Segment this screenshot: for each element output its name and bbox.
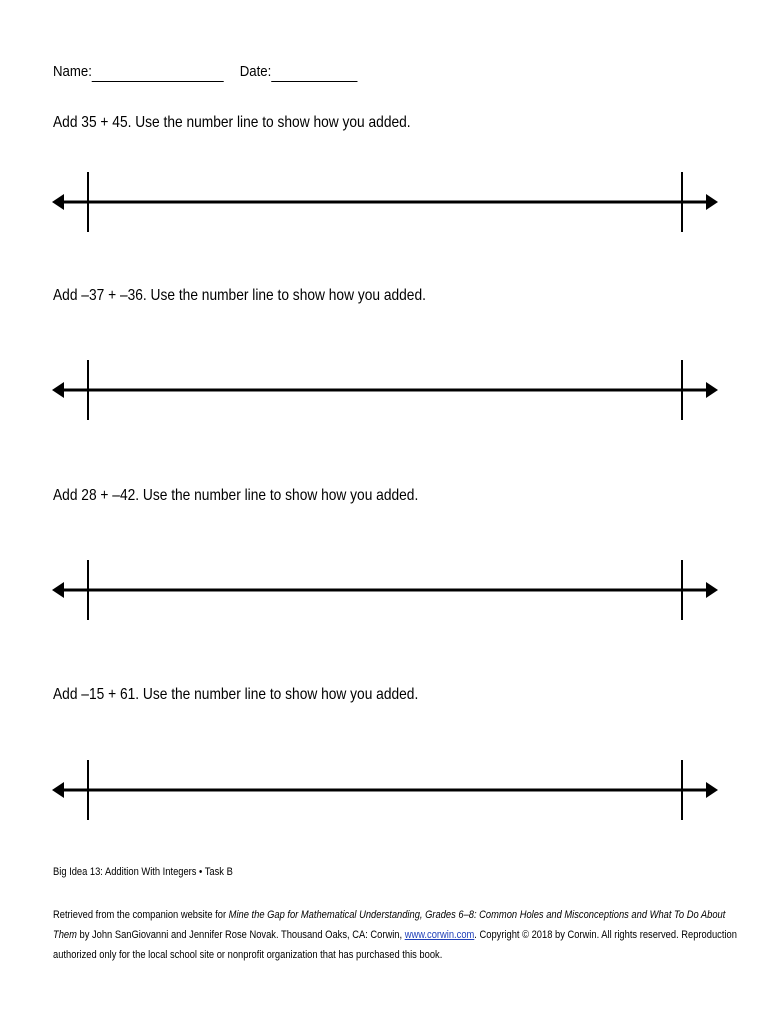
problem-4-number-line [50, 758, 722, 822]
book-title-part-1: Mine the Gap for Mathematical Understanding, Grades 6–8: Common Holes and Misconceptions and What To Do About [228, 909, 726, 921]
problem-3-prompt: Add 28 + –42. Use the number line to show how you added. [53, 487, 419, 504]
credit-line-1 [53, 905, 726, 925]
problem-2-prompt: Add –37 + –36. Use the number line to show how you added. [53, 287, 426, 304]
credit-prefix: Retrieved from the companion website for [53, 909, 229, 921]
corwin-link[interactable]: www.corwin.com [404, 929, 475, 941]
task-caption: Big Idea 13: Addition With Integers • Task B [53, 866, 233, 878]
credit-line-3: authorized only for the local school site or nonprofit organization that has purchased this book. [53, 949, 443, 961]
date-label: Date: [239, 63, 272, 80]
copyright-credit [53, 905, 737, 965]
book-title-part-2: Them [53, 929, 77, 941]
credit-line-2 [53, 925, 737, 945]
problem-1-prompt: Add 35 + 45. Use the number line to show how you added. [53, 114, 411, 131]
name-date-header [53, 62, 358, 82]
problem-3-number-line [50, 558, 722, 622]
date-blank [271, 63, 357, 82]
credit-authors: by John SanGiovanni and Jennifer Rose Novak. Thousand Oaks, CA: Corwin, [76, 929, 405, 941]
problem-2-number-line [50, 358, 722, 422]
name-label: Name: [53, 63, 92, 80]
problem-1-number-line [50, 170, 722, 234]
problem-4-prompt: Add –15 + 61. Use the number line to show how you added. [53, 686, 419, 703]
credit-rights: . Copyright © 2018 by Corwin. All rights reserved. Reproduction [474, 929, 737, 941]
name-blank [92, 63, 224, 82]
